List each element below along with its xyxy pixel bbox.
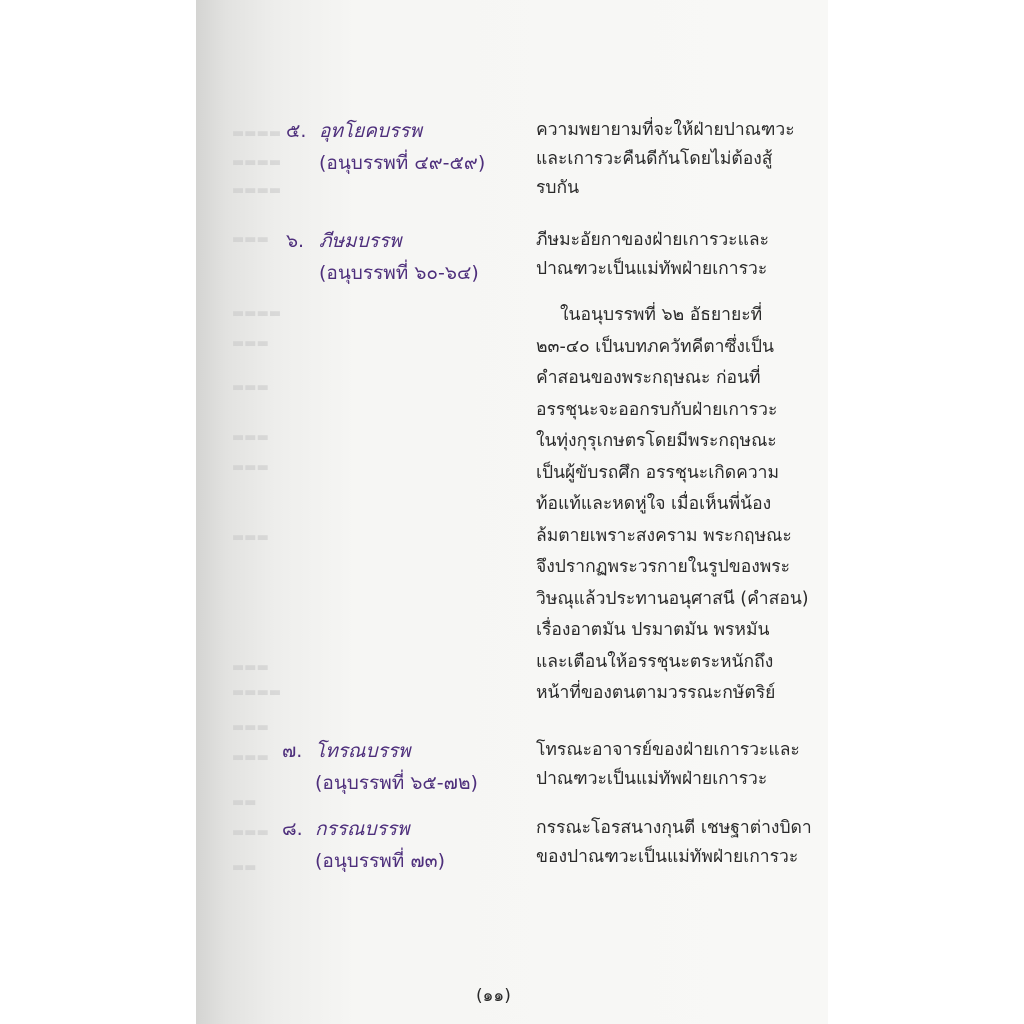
bleed-through-mark: ▬▬▬ bbox=[232, 232, 269, 247]
bleed-through-mark: ▬▬▬▬ bbox=[232, 685, 282, 700]
bleed-through-mark: ▬▬ bbox=[232, 860, 257, 875]
entry-range: (อนุบรรพที่ ๔๙-๕๙) bbox=[319, 152, 486, 174]
description-line: ปาณฑวะเป็นแม่ทัพฝ่ายเการวะ bbox=[536, 769, 768, 789]
paragraph-line: เป็นผู้ขับรถศึก อรรชุนะเกิดความ bbox=[536, 462, 780, 483]
entry-title: ภีษมบรรพ bbox=[319, 230, 402, 252]
paragraph-line: จึงปรากฏพระวรกายในรูปของพระ bbox=[536, 557, 791, 577]
entry-number: ๗. bbox=[282, 740, 303, 762]
entry-description bbox=[536, 226, 776, 284]
bleed-through-mark: ▬▬▬▬ bbox=[232, 155, 282, 170]
entry-number: ๖. bbox=[286, 230, 305, 252]
bleed-through-mark: ▬▬▬▬ bbox=[232, 183, 282, 198]
entry-title: กรรณบรรพ bbox=[315, 818, 410, 840]
entry-number: ๘. bbox=[282, 818, 303, 840]
paragraph-line: วิษณุแล้วประทานอนุศาสนี (คำสอน) bbox=[536, 588, 809, 609]
bleed-through-mark: ▬▬▬▬ bbox=[232, 126, 282, 141]
paragraph-line: ๒๓-๔๐ เป็นบทภควัทคีตาซึ่งเป็น bbox=[536, 336, 774, 357]
bleed-through-mark: ▬▬▬ bbox=[232, 380, 269, 395]
description-line: ความพยายามที่จะให้ฝ่ายปาณฑวะ bbox=[536, 120, 795, 140]
entry-range: (อนุบรรพที่ ๖๕-๗๒) bbox=[315, 772, 478, 794]
entry-title: โทรณบรรพ bbox=[315, 740, 411, 762]
description-line: รบกัน bbox=[536, 178, 580, 198]
paragraph-line: เรื่องอาตมัน ปรมาตมัน พรหมัน bbox=[536, 620, 770, 640]
entry-description bbox=[536, 814, 812, 872]
bleed-through-mark: ▬▬▬ bbox=[232, 825, 269, 840]
description-line: กรรณะโอรสนางกุนตี เชษฐาต่างบิดา bbox=[536, 818, 812, 838]
entry-description bbox=[536, 116, 795, 203]
paragraph-line: หน้าที่ของตนตามวรรณะกษัตริย์ bbox=[536, 683, 776, 703]
paragraph-line: และเตือนให้อรรชุนะตระหนักถึง bbox=[536, 651, 774, 672]
entry-description bbox=[536, 736, 800, 794]
description-line: และเการวะคืนดีกันโดยไม่ต้องสู้ bbox=[536, 149, 773, 169]
bleed-through-mark: ▬▬▬ bbox=[232, 660, 269, 675]
bleed-through-mark: ▬▬▬ bbox=[232, 720, 269, 735]
entry-range: (อนุบรรพที่ ๖๐-๖๔) bbox=[319, 262, 479, 284]
entry-title: อุทโยคบรรพ bbox=[319, 120, 422, 142]
description-line: โทรณะอาจารย์ของฝ่ายเการวะและ bbox=[536, 740, 800, 760]
bleed-through-mark: ▬▬▬ bbox=[232, 530, 269, 545]
bleed-through-mark: ▬▬▬ bbox=[232, 430, 269, 445]
bleed-through-mark: ▬▬▬ bbox=[232, 460, 269, 475]
paragraph-line: อรรชุนะจะออกรบกับฝ่ายเการวะ bbox=[536, 399, 778, 420]
entry-number: ๕. bbox=[286, 120, 307, 142]
bleed-through-mark: ▬▬▬▬ bbox=[232, 306, 282, 321]
bleed-through-mark: ▬▬ bbox=[232, 795, 257, 810]
paragraph-line: ในอนุบรรพที่ ๖๒ อัธยายะที่ bbox=[560, 305, 763, 325]
description-line: ของปาณฑวะเป็นแม่ทัพฝ่ายเการวะ bbox=[536, 847, 799, 867]
bhagavad-gita-paragraph bbox=[536, 300, 809, 710]
paragraph-line: ท้อแท้และหดหู่ใจ เมื่อเห็นพี่น้อง bbox=[536, 494, 772, 514]
entry-range: (อนุบรรพที่ ๗๓) bbox=[315, 850, 446, 872]
description-line: ปาณฑวะเป็นแม่ทัพฝ่ายเการวะ bbox=[536, 259, 768, 279]
paragraph-line: คำสอนของพระกฤษณะ ก่อนที่ bbox=[536, 368, 761, 388]
paragraph-line: ในทุ่งกุรุเกษตรโดยมีพระกฤษณะ bbox=[536, 431, 777, 451]
description-line: ภีษมะอัยกาของฝ่ายเการวะและ bbox=[536, 230, 769, 250]
paragraph-line: ล้มตายเพราะสงคราม พระกฤษณะ bbox=[536, 525, 792, 546]
bleed-through-mark: ▬▬▬ bbox=[232, 336, 269, 351]
bleed-through-mark: ▬▬▬ bbox=[232, 750, 269, 765]
page-number: (๑๑) bbox=[476, 986, 511, 1006]
